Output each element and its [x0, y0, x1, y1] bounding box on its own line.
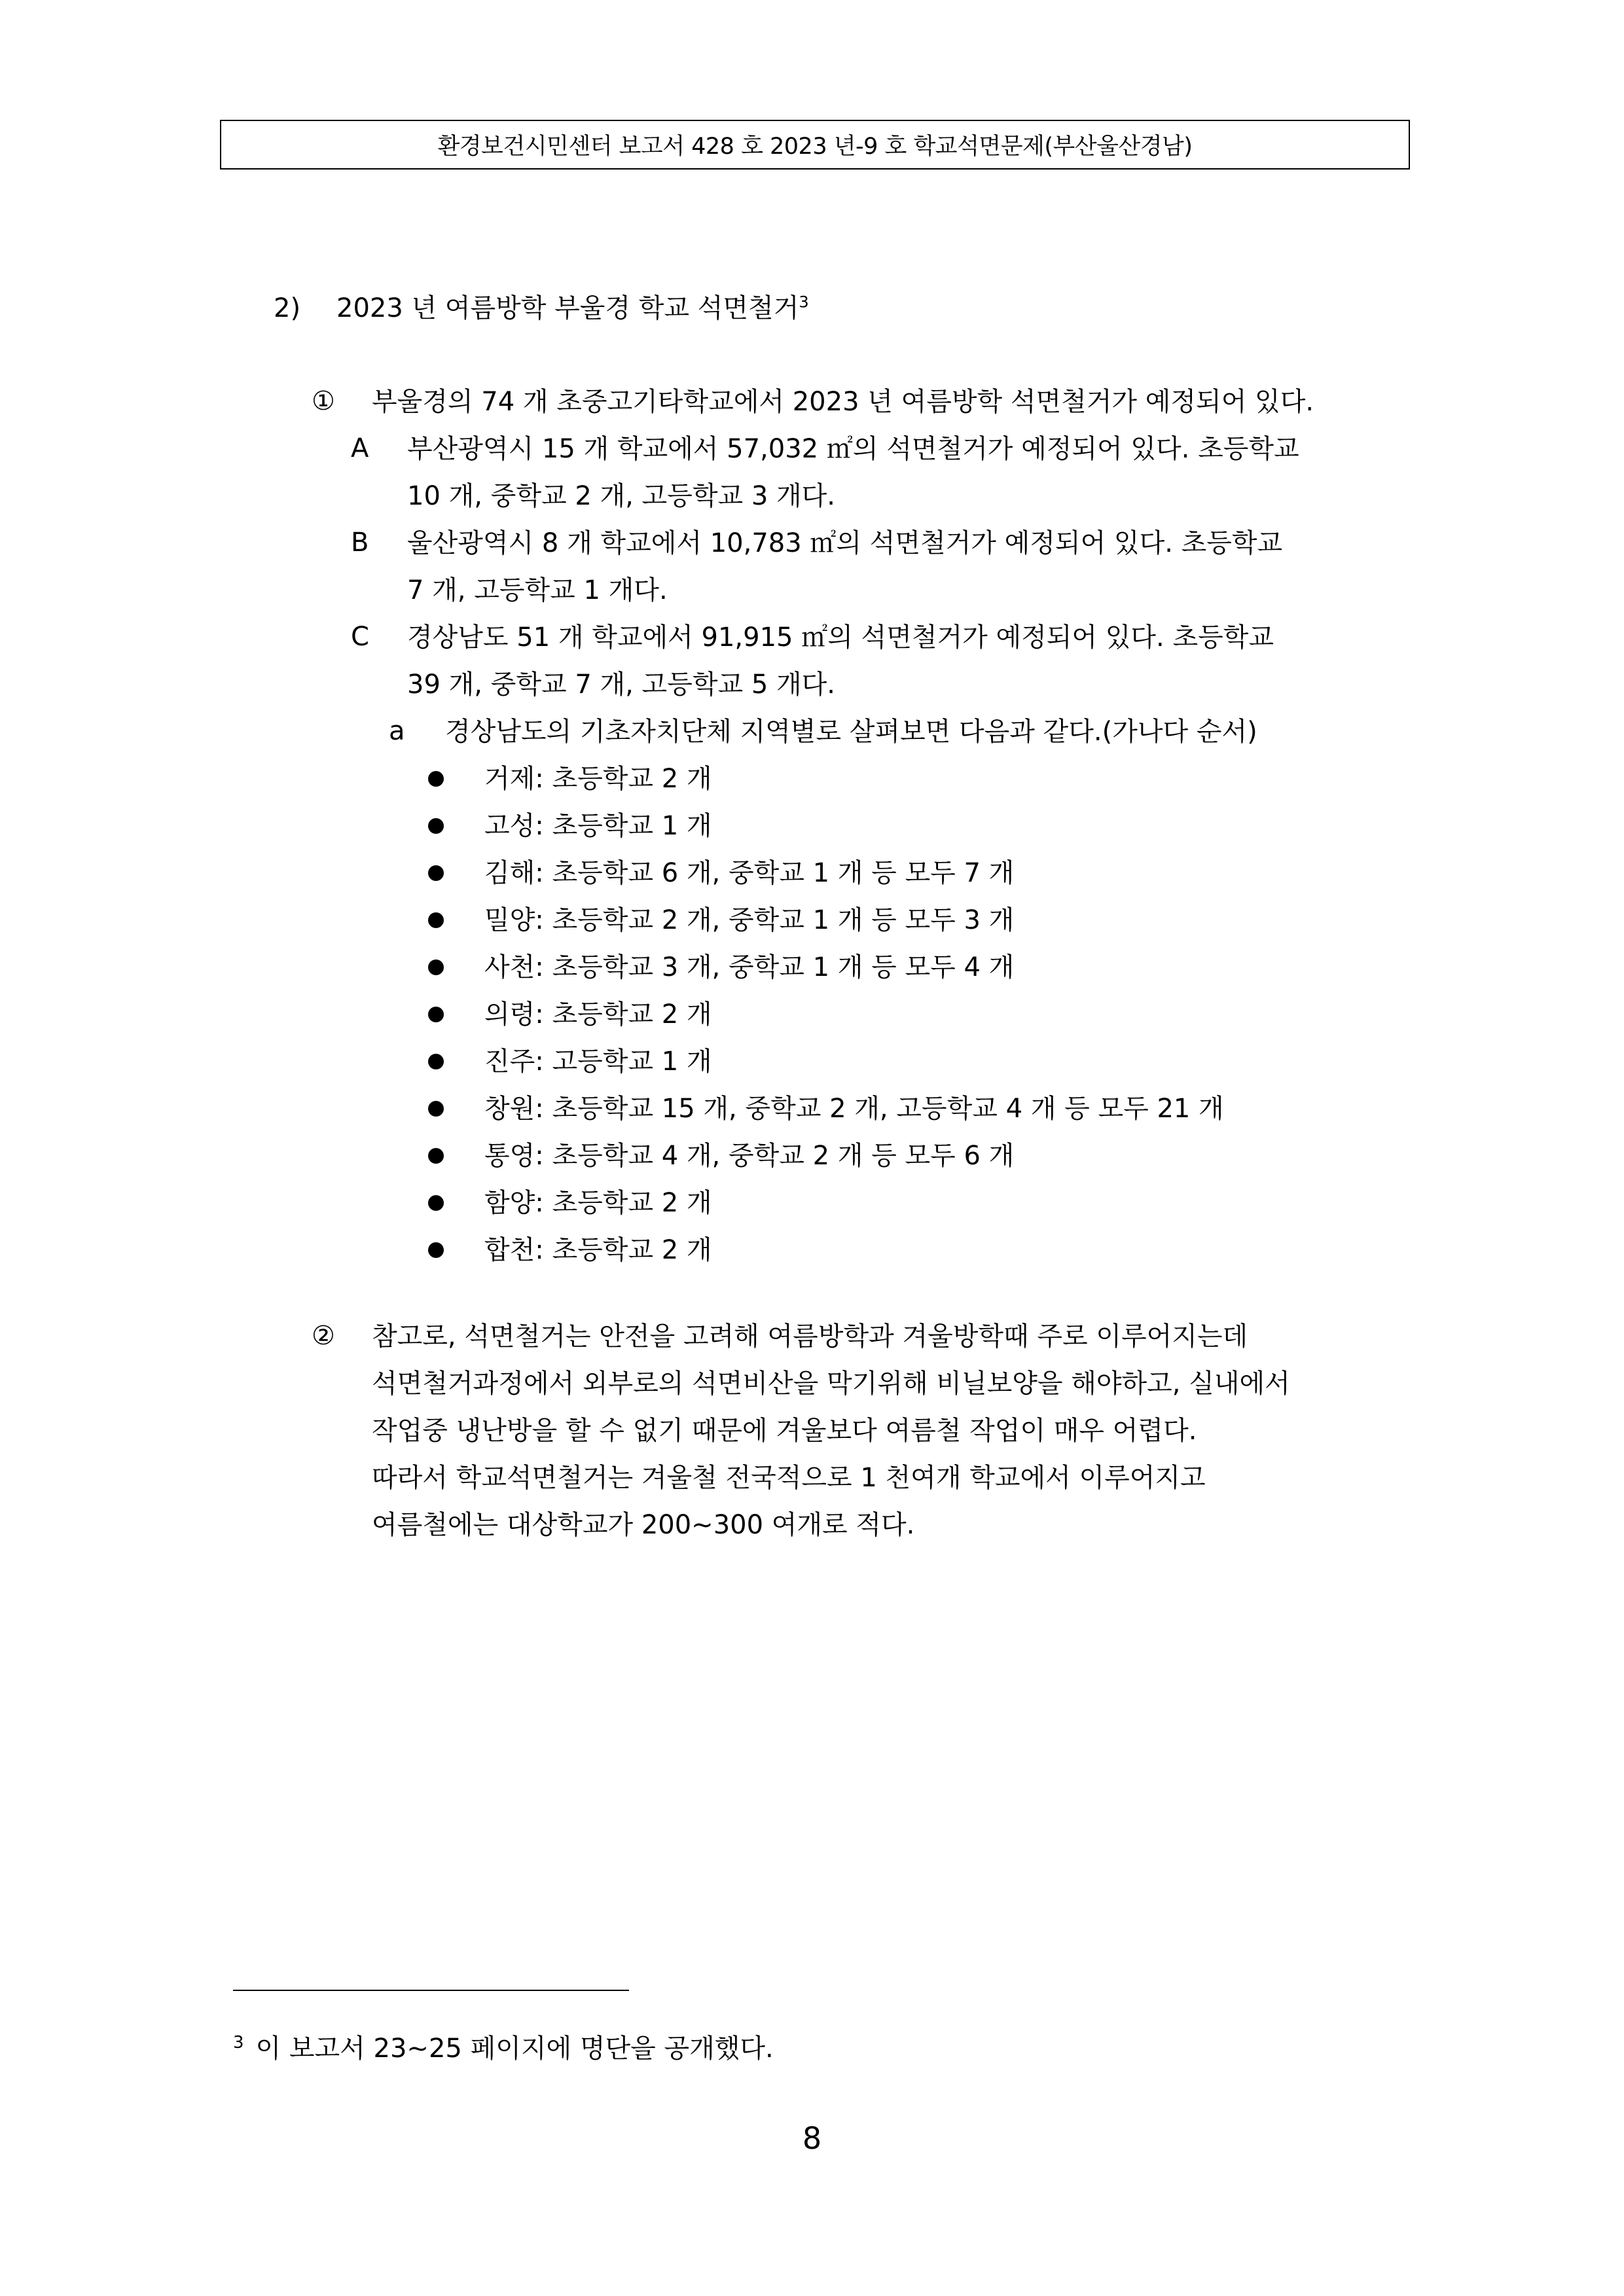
sub-letter-a: A	[351, 433, 369, 463]
bullet-item-tongyeong: 통영: 초등학교 4 개, 중학교 2 개 등 모두 6 개	[484, 1141, 1015, 1171]
footnote-reference: 3	[799, 293, 809, 312]
sub-text-b-line1: 울산광역시 8 개 학교에서 10,783 ㎡의 석면철거가 예정되어 있다. 초등학교	[407, 528, 1283, 558]
bullet-item-hamyang: 함양: 초등학교 2 개	[484, 1188, 712, 1218]
sub-text-a-line2: 10 개, 중학교 2 개, 고등학교 3 개다.	[407, 481, 835, 511]
item2-line-3: 작업중 냉난방을 할 수 없기 때문에 겨울보다 여름철 작업이 매우 어렵다.	[372, 1416, 1197, 1446]
bullet-dot	[428, 912, 444, 928]
bullet-item-changwon: 창원: 초등학교 15 개, 중학교 2 개, 고등학교 4 개 등 모두 21 개	[484, 1094, 1224, 1124]
bullet-dot	[428, 1054, 444, 1069]
item2-line-5: 여름철에는 대상학교가 200~300 여개로 적다.	[372, 1510, 915, 1540]
bullet-dot	[428, 1007, 444, 1022]
report-header	[220, 120, 1410, 170]
item2-line-2: 석면철거과정에서 외부로의 석면비산을 막기위해 비닐보양을 해야하고, 실내에서	[372, 1369, 1290, 1399]
footnote-divider	[233, 1990, 629, 1991]
bullet-item-goseong: 고성: 초등학교 1 개	[484, 811, 712, 841]
subsub-letter-a: a	[389, 716, 405, 746]
bullet-item-sacheon: 사천: 초등학교 3 개, 중학교 1 개 등 모두 4 개	[484, 952, 1015, 982]
sub-text-c-line2: 39 개, 중학교 7 개, 고등학교 5 개다.	[407, 670, 835, 700]
page-number: 8	[802, 2121, 822, 2156]
report-header-title: 환경보건시민센터 보고서 428 호 2023 년-9 호 학교석면문제(부산울산경남)	[437, 134, 1193, 160]
sub-text-a-line1: 부산광역시 15 개 학교에서 57,032 ㎡의 석면철거가 예정되어 있다. 초등학교	[407, 434, 1299, 464]
bullet-dot	[428, 1195, 444, 1211]
bullet-item-uiryeong: 의령: 초등학교 2 개	[484, 999, 712, 1030]
item-marker-1: ①	[312, 386, 335, 416]
bullet-item-gimhae: 김해: 초등학교 6 개, 중학교 1 개 등 모두 7 개	[484, 858, 1015, 888]
section-title	[274, 293, 809, 324]
section-number: 2)	[274, 293, 301, 323]
sub-text-c-line1: 경상남도 51 개 학교에서 91,915 ㎡의 석면철거가 예정되어 있다. 초등학교	[407, 622, 1274, 653]
bullet-dot	[428, 771, 444, 787]
sub-letter-b: B	[351, 528, 369, 558]
footnote-mark: 3	[233, 2032, 244, 2053]
sub-text-b-line2: 7 개, 고등학교 1 개다.	[407, 575, 668, 605]
bullet-dot	[428, 818, 444, 834]
item2-line-1: 참고로, 석면철거는 안전을 고려해 여름방학과 겨울방학때 주로 이루어지는데	[372, 1321, 1248, 1352]
item2-line-4: 따라서 학교석면철거는 겨울철 전국적으로 1 천여개 학교에서 이루어지고	[372, 1463, 1206, 1493]
footnote-text: 이 보고서 23~25 페이지에 명단을 공개했다.	[255, 2034, 774, 2064]
section-title-text: 2023 년 여름방학 부울경 학교 석면철거	[336, 293, 799, 323]
bullet-item-jinju: 진주: 고등학교 1 개	[484, 1047, 712, 1077]
footnote	[233, 2028, 774, 2065]
bullet-dot	[428, 1242, 444, 1258]
sub-letter-c: C	[351, 622, 369, 652]
bullet-dot	[428, 865, 444, 881]
bullet-dot	[428, 960, 444, 975]
subsub-text: 경상남도의 기초자치단체 지역별로 살펴보면 다음과 같다.(가나다 순서)	[445, 717, 1257, 747]
bullet-dot	[428, 1101, 444, 1117]
item-text-1: 부울경의 74 개 초중고기타학교에서 2023 년 여름방학 석면철거가 예정되어 있다.	[372, 387, 1314, 417]
bullet-item-geoje: 거제: 초등학교 2 개	[484, 764, 712, 794]
bullet-item-hapcheon: 합천: 초등학교 2 개	[484, 1235, 712, 1265]
bullet-dot	[428, 1148, 444, 1164]
item-marker-2: ②	[312, 1321, 335, 1351]
bullet-item-miryang: 밀양: 초등학교 2 개, 중학교 1 개 등 모두 3 개	[484, 905, 1015, 935]
